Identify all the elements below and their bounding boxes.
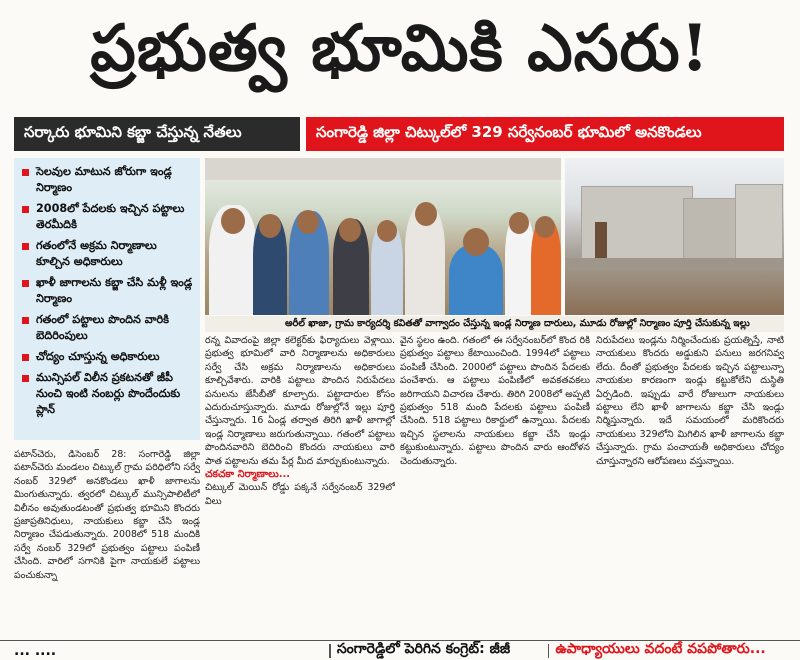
highlight-item: సెలవుల మాటున జోరుగా ఇండ్ల నిర్మాణం	[22, 164, 194, 196]
article-text: పటాన్‌చెరు, డిసెంబర్ 28: సంగారెడ్డి జిల్లా పటాన్‌చెరు మండలం చిట్కుల్ గ్రామ పరిధిలోని సర్వే నంబర్ 329లో అనకొండలు ఖాళీ జాగాలను మింగుతున్నారు. త్వరలో చిట్కుల్ మున్సిపాలిటీలో విలీనం అవుతుండటంతో ప్రభుత్వ భూమిని కొందరు ప్రజాప్రతినిధులు, నాయకులు కబ్జా చేసి ఇండ్ల నిర్మాణం చేపడుతున్నారు. 2008లో 518 మందికి సర్వే నంబర్ 329లో ప్రభుత్వం పట్టాలు పంపిణీ చేసింది. వారిలో సగానికి పైగా నాయకులే పట్టాలు పంచుకున్నా	[14, 449, 200, 581]
house-photo	[565, 158, 784, 315]
highlight-item: మున్సిపల్ విలీన ప్రకటనతో జీపీ నుంచి ఇంటి నంబర్లు పొందేందుకు ప్లాన్	[22, 370, 194, 418]
teaser-headline[interactable]: ... ....	[14, 642, 57, 659]
headline: ప్రభుత్వ భూమికి ఎసరు!	[90, 11, 710, 86]
divider	[548, 644, 550, 658]
article-text: చిట్కుల్ మెయిన్ రోడ్డు పక్కనే సర్వేనంబర్ 329లో విలు	[205, 482, 395, 507]
subhead-left: సర్కారు భూమిని కబ్జా చేస్తున్న నేతలు	[14, 117, 300, 151]
bottom-teasers	[0, 640, 800, 660]
highlight-item: చోద్యం చూస్తున్న అధికారులు	[22, 349, 194, 365]
highlight-item: గతంలో పట్టాలు పొందిన వారికి బెదిరింపులు	[22, 312, 194, 344]
subhead-right: సంగారెడ్డి జిల్లా చిట్కుల్‌లో 329 సర్వేనంబర్ భూమిలో అనకొండలు	[306, 117, 784, 151]
divider	[329, 644, 331, 658]
article-text: వైన స్థలం ఉంది. గతంలో ఈ సర్వేనంబర్‌లో కొంద రికి ప్రభుత్వం పట్టాలు కేటాయించింది. 1994లో పట్టాలు పంపిణీ చేసింది. 2000లో పట్టాలు పొందిన పేదలకు పంచేశారు. ఆ పట్టాలు పంపిణీలో అవకతవకలు జరిగాయని విచారణ చేశారు. తిరిగి 2008లో అప్పటి ప్రభుత్వం 518 మంది పేదలకు పట్టాలు పంపిణీ చేసింది. 518 పట్టాలు రికార్డులో ఉన్నాయి. పేదలకు ఇచ్చిన స్థలాలను నాయకులు కబ్జా చేసి ఇండ్లు కట్టుకుంటున్నారు. పట్టాలు పొందిన వారు ఆందోళన చెందుతున్నారు.	[400, 335, 590, 467]
article-column-4	[596, 334, 784, 634]
article-column-2	[205, 334, 395, 634]
article-text: రన్న వివాదంపై జిల్లా కలెక్టర్‌కు ఫిర్యాదులు వెళ్లాయి. ప్రభుత్వ భూమిలో వారి నిర్మాణాలను అధికారులు సర్వే చేసి అక్రమ నిర్మాణాలను అధికారులు కూల్చివేశారు. వారికి పట్టాలు పొందిన నిరుపేదలు పనులను జేసీబీతో కూల్చారు. పట్టాదారుల కోసం ఎదురుచూస్తున్నారు. మూడు రోజుల్లోనే ఇల్లు పూర్తి చేస్తున్నారు. 16 ఏండ్ల తర్వాత తిరిగి ఖాళీ జాగాల్లో ఇండ్ల నిర్మాణాలు జరుగుతున్నాయి. గతంలో పట్టాలు పొందినవారిని బెదిరించి కొందరు నాయకులు వారి పాత పట్టాలను తమ పేర్ల మీద మార్చుకుంటున్నారు.	[205, 335, 395, 467]
teaser-headline[interactable]: సంగారెడ్డిలో పెరిగిన కంగ్రెట్: జీజీ	[336, 641, 511, 657]
photo-caption: అరీల్ ఖాజా, గ్రామ కార్యదర్శి కవితతో వాగ్వాదం చేస్తున్న ఇండ్ల నిర్మాణ దారులు, మూడు రోజుల్లో నిర్మాణం పూర్తి చేసుకున్న ఇల్లు	[205, 316, 784, 332]
article-column-3	[400, 334, 590, 634]
highlight-item: 2008లో పేదలకు ఇచ్చిన పట్టాలు తెరమీదికి	[22, 201, 194, 233]
section-subheading: చకచకా నిర్మాణాలు...	[205, 469, 291, 481]
highlights-box	[14, 158, 200, 440]
crowd-photo	[205, 158, 561, 315]
article-text: నిరుపేదలు ఇండ్లను నిర్మించేందుకు ప్రయత్నిస్తే, నాటి నాయకులు కొందరు అడ్డుకుని పనులు జరగనివ్వ లేదు. దీంతో ప్రభుత్వం పేదలకు ఇచ్చిన పట్టాలున్నా నాయకుల కారణంగా ఇండ్లు కట్టుకోలేని దుస్థితి ఏర్పడింది. ఇప్పుడు వారే రోజులుగా నాయకులు పట్టాలు లేని ఖాళీ జాగాలను కబ్జా చేసి ఇండ్లు నిర్మిస్తున్నారు. ఇదే సమయంలో మరికొందరు నాయకులు 329లోని మిగిలిన ఖాళీ జాగాలను కబ్జా చేస్తున్నారు. గ్రామ పంచాయతీ అధికారులు చోద్యం చూస్తున్నారని ఆరోపణలు వస్తున్నాయి.	[596, 335, 784, 467]
highlight-item: గతంలోనే అక్రమ నిర్మాణాలు కూల్చిన అధికారులు	[22, 238, 194, 270]
teaser-headline[interactable]: ఉపాధ్యాయులు వదంటే వపపోతారు...	[555, 641, 766, 657]
article-column-1	[14, 448, 200, 634]
highlight-item: ఖాళీ జాగాలను కబ్జా చేసి మళ్లీ ఇండ్ల నిర్మాణం	[22, 275, 194, 307]
headline-block	[0, 0, 800, 112]
